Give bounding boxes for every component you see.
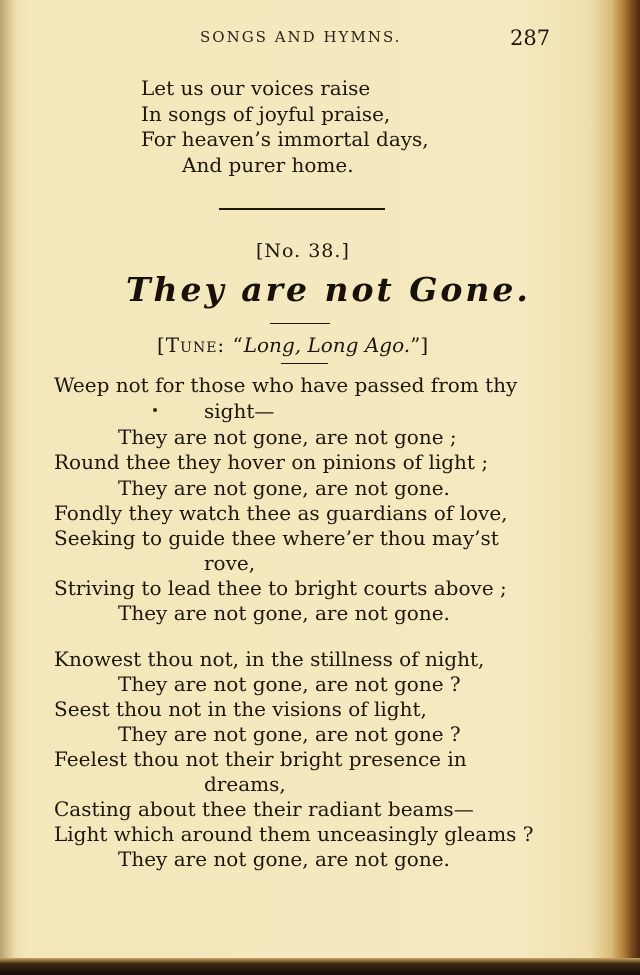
tune-suffix: ”] [410, 333, 429, 357]
verse-line: They are not gone, are not gone. [118, 476, 450, 500]
ink-speck [153, 408, 157, 412]
hymn-title: They are not Gone. [126, 270, 531, 309]
verse-line: They are not gone, are not gone ? [118, 672, 461, 696]
verse-line: Weep not for those who have passed from thy [54, 373, 518, 397]
tune-underline-rule [281, 363, 328, 364]
verse-line: Striving to lead thee to bright courts above ; [54, 576, 507, 600]
verse-line: They are not gone, are not gone ; [118, 425, 457, 449]
verse-line: dreams, [204, 772, 286, 796]
verse-line: Round thee they hover on pinions of light ; [54, 450, 489, 474]
verse-line: Fondly they watch thee as guardians of love, [54, 501, 508, 525]
tune-prefix: [Tune: “ [157, 333, 244, 357]
previous-hymn-line: Let us our voices raise [141, 76, 371, 100]
book-gutter [0, 0, 16, 958]
verse-line: They are not gone, are not gone. [118, 847, 450, 871]
previous-hymn-line: For heaven’s immortal days, [141, 127, 429, 151]
running-head: SONGS AND HYMNS. [200, 28, 402, 46]
verse-line: Seest thou not in the visions of light, [54, 697, 427, 721]
verse-line: Feelest thou not their bright presence in [54, 747, 467, 771]
verse-line: Light which around them unceasingly gleams ? [54, 822, 534, 846]
verse-line: Knowest thou not, in the stillness of night, [54, 647, 485, 671]
page-number: 287 [510, 26, 551, 50]
section-divider-rule [219, 208, 385, 210]
page-bottom-edge [0, 958, 640, 975]
verse-line: sight— [204, 399, 275, 423]
verse-line: Casting about thee their radiant beams— [54, 797, 474, 821]
hymn-number: [No. 38.] [256, 240, 350, 262]
verse-line: Seeking to guide thee where’er thou may’st [54, 526, 499, 550]
title-underline-rule [270, 323, 330, 324]
verse-line: rove, [204, 551, 256, 575]
verse-line: They are not gone, are not gone. [118, 601, 450, 625]
verse-line: They are not gone, are not gone ? [118, 722, 461, 746]
tune-name: Long, Long Ago. [243, 333, 411, 357]
tune-indication [157, 333, 428, 357]
previous-hymn-line: And purer home. [182, 153, 354, 177]
previous-hymn-line: In songs of joyful praise, [141, 102, 391, 126]
